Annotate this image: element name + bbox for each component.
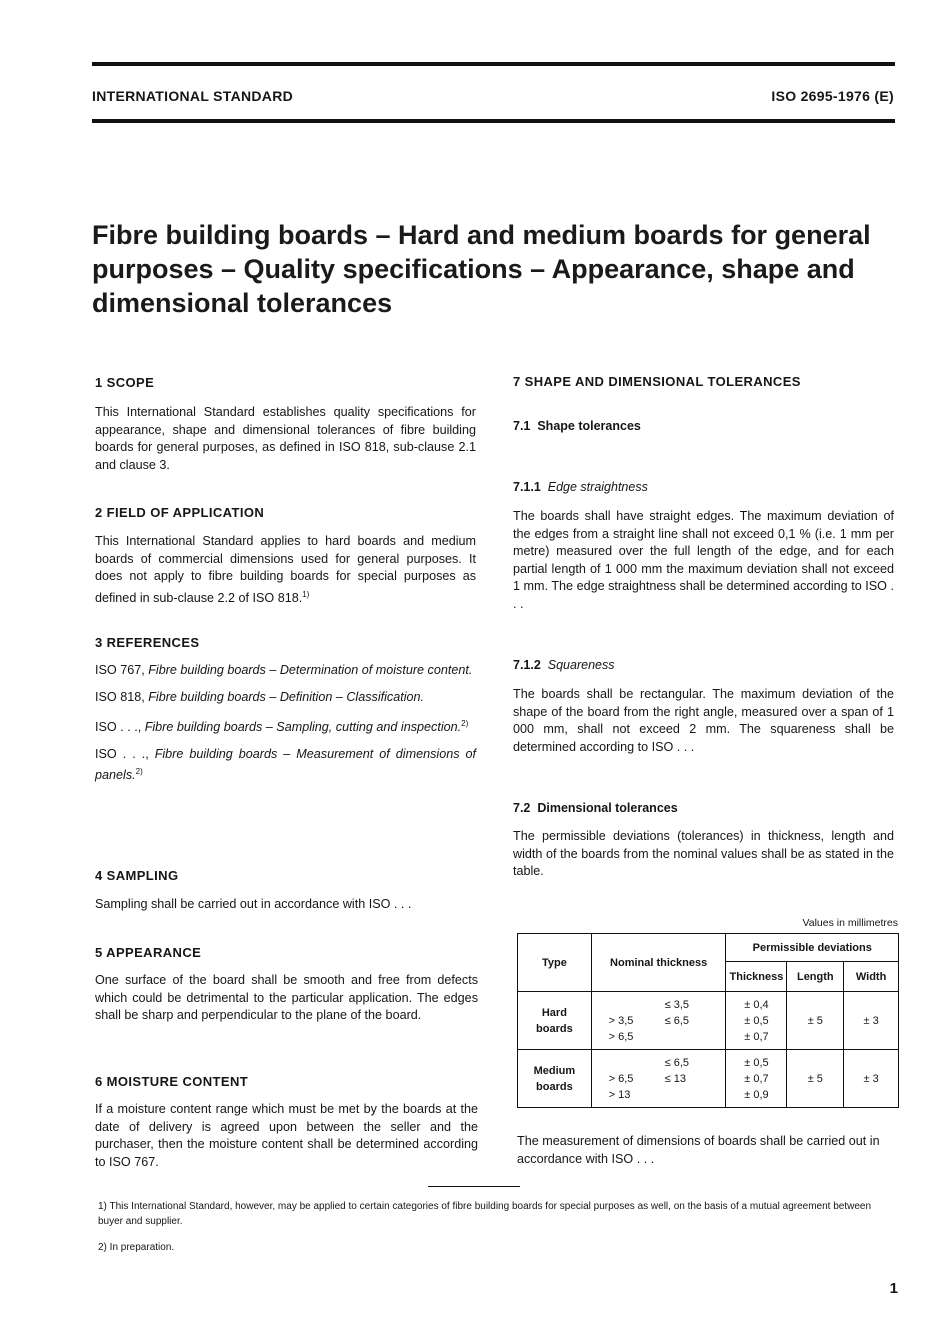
table-header-type: Type	[518, 934, 592, 992]
title-line-1: Fibre building boards – Hard and medium boards for general	[92, 220, 871, 250]
footnote-ref-2: 2)	[461, 719, 469, 728]
page-title	[92, 218, 912, 320]
table-cell-type	[518, 992, 592, 1050]
section-1-heading: 1 SCOPE	[95, 375, 155, 390]
table-cell-length: ± 5	[787, 992, 844, 1050]
thickness-value: ± 0,7	[744, 1072, 769, 1085]
header-top-rule	[92, 62, 895, 66]
section-7-1-heading	[513, 419, 641, 433]
tolerance-table-wrap	[517, 933, 899, 1108]
section-2-text	[95, 533, 476, 607]
nominal-lower: > 6,5	[608, 1030, 634, 1043]
reference-iso-818	[95, 689, 476, 707]
nominal-lower	[609, 1055, 665, 1071]
reference-title: Fibre building boards – Determination of moisture content.	[148, 663, 473, 677]
nominal-upper: ≤ 3,5	[664, 998, 690, 1011]
table-row	[518, 1050, 899, 1108]
footnote-ref-2: 2)	[135, 767, 143, 777]
table-header-nominal: Nominal thickness	[591, 934, 726, 992]
footnote-separator	[428, 1186, 520, 1187]
nominal-lower: > 13	[608, 1088, 631, 1101]
tolerance-table	[517, 933, 899, 1108]
table-cell-width: ± 3	[844, 992, 899, 1050]
section-number: 7.1.1	[513, 480, 541, 494]
nominal-upper: ≤ 13	[664, 1072, 686, 1085]
section-7-1-1-text: The boards shall have straight edges. The maximum deviation of the edges from a straight line shall not exceed 0,1 % (i.e. 1 mm per metre) measured over the full length of the edge, and for each partial length of 1 000 mm the maximum deviation shall not exceed 1 mm. The edge straightness shall be determined according to ISO . . .	[513, 509, 894, 611]
table-cell-type	[518, 1050, 592, 1108]
reference-measurement	[95, 746, 476, 785]
header-left: INTERNATIONAL STANDARD	[92, 88, 294, 104]
table-header-width: Width	[844, 962, 899, 992]
title-line-2: purposes – Quality specifications – Appearance, shape and	[92, 254, 855, 284]
section-1-text: This International Standard establishes quality specifications for appearance, shape and dimensional tolerances of fibre building boards for general purposes, as defined in ISO 818, sub-clause 2.1 and clause 3.	[95, 405, 476, 472]
header-right: ISO 2695-1976 (E)	[771, 88, 894, 104]
table-cell-nominal	[591, 1050, 726, 1108]
type-label: Medium boards	[533, 1064, 576, 1093]
footnote-2: 2) In preparation.	[98, 1242, 175, 1253]
section-title: Shape tolerances	[537, 419, 641, 433]
nominal-lower	[609, 997, 665, 1013]
header-bottom-rule	[92, 119, 895, 123]
table-cell-thickness	[726, 1050, 787, 1108]
title-line-3: dimensional tolerances	[92, 288, 393, 318]
thickness-value: ± 0,7	[744, 1030, 769, 1043]
thickness-value: ± 0,5	[744, 1056, 769, 1069]
nominal-lower: > 6,5	[608, 1072, 634, 1085]
section-title: Dimensional tolerances	[537, 801, 678, 815]
after-table-text: The measurement of dimensions of boards shall be carried out in accordance with ISO . . .	[517, 1134, 880, 1166]
section-7-2-heading	[513, 801, 678, 815]
section-7-1-1-heading	[513, 480, 648, 494]
table-row	[518, 992, 899, 1050]
nominal-upper	[665, 1087, 709, 1103]
thickness-value: ± 0,9	[744, 1088, 769, 1101]
section-title: Squareness	[547, 658, 615, 672]
reference-sampling	[95, 715, 476, 737]
section-7-1-2-text: The boards shall be rectangular. The maximum deviation of the shape of the board from the right angle, measured over a span of 1 000 mm, shall not exceed 2 mm. The squareness shall be determined according to ISO . . .	[513, 687, 894, 754]
type-label: Hard boards	[536, 1006, 573, 1035]
section-3-heading: 3 REFERENCES	[95, 635, 200, 650]
reference-title: Fibre building boards – Sampling, cutting and inspection.	[144, 720, 462, 735]
section-7-heading: 7 SHAPE AND DIMENSIONAL TOLERANCES	[513, 374, 801, 389]
thickness-value: ± 0,4	[744, 998, 769, 1011]
section-number: 7.1.2	[513, 658, 541, 672]
table-cell-width: ± 3	[844, 1050, 899, 1108]
reference-iso-767	[95, 662, 476, 680]
section-number: 7.1	[513, 419, 531, 433]
reference-title: Fibre building boards – Definition – Classification.	[148, 689, 425, 704]
reference-title: Fibre building boards – Measurement of dimensions of panels.	[95, 746, 476, 783]
section-6-text: If a moisture content range which must be met by the boards at the date of delivery is agreed upon between the seller and the purchaser, then the moisture content shall be determined according to ISO 767.	[95, 1102, 478, 1169]
nominal-upper	[665, 1029, 709, 1045]
section-number: 7.2	[513, 801, 531, 815]
reference-code: ISO . . .,	[95, 746, 149, 761]
footnote-ref-1: 1)	[302, 589, 310, 599]
section-7-2-text: The permissible deviations (tolerances) in thickness, length and width of the boards from the nominal values shall be as stated in the table.	[513, 829, 894, 878]
section-title: Edge straightness	[547, 480, 648, 494]
table-cell-length: ± 5	[787, 1050, 844, 1108]
section-5-heading: 5 APPEARANCE	[95, 945, 202, 960]
reference-code: ISO . . .,	[95, 720, 142, 735]
section-6-heading: 6 MOISTURE CONTENT	[95, 1074, 249, 1089]
table-header-permissible: Permissible deviations	[726, 934, 899, 962]
nominal-lower: > 3,5	[608, 1014, 634, 1027]
table-header-length: Length	[787, 962, 844, 992]
section-4-heading: 4 SAMPLING	[95, 868, 179, 883]
page-number: 1	[889, 1280, 898, 1297]
reference-code: ISO 818,	[95, 689, 145, 704]
section-5-text: One surface of the board shall be smooth and free from defects which could be detrimental to the particular application. The edges shall be sharp and perpendicular to the plane of the board.	[95, 973, 478, 1022]
thickness-value: ± 0,5	[744, 1014, 769, 1027]
footnote-1: 1) This International Standard, however, may be applied to certain categories of fibre building boards for special purposes as well, on the basis of a mutual agreement between buyer and supplier.	[98, 1201, 872, 1227]
nominal-upper: ≤ 6,5	[664, 1014, 690, 1027]
references-list	[95, 662, 476, 794]
nominal-upper: ≤ 6,5	[664, 1056, 690, 1069]
reference-code: ISO 767,	[95, 663, 145, 677]
section-2-text-body: This International Standard applies to hard boards and medium boards of commercial dimensions used for general purposes. It does not apply to fibre building boards for special purposes as defined in sub-clause 2.2 of ISO 818.	[95, 534, 476, 605]
section-2-heading: 2 FIELD OF APPLICATION	[95, 505, 265, 520]
table-header-thickness: Thickness	[726, 962, 787, 992]
table-cell-thickness	[726, 992, 787, 1050]
table-cell-nominal	[591, 992, 726, 1050]
section-7-1-2-heading	[513, 658, 614, 672]
section-4-text: Sampling shall be carried out in accordance with ISO . . .	[95, 897, 412, 911]
table-units-label: Values in millimetres	[802, 917, 898, 929]
